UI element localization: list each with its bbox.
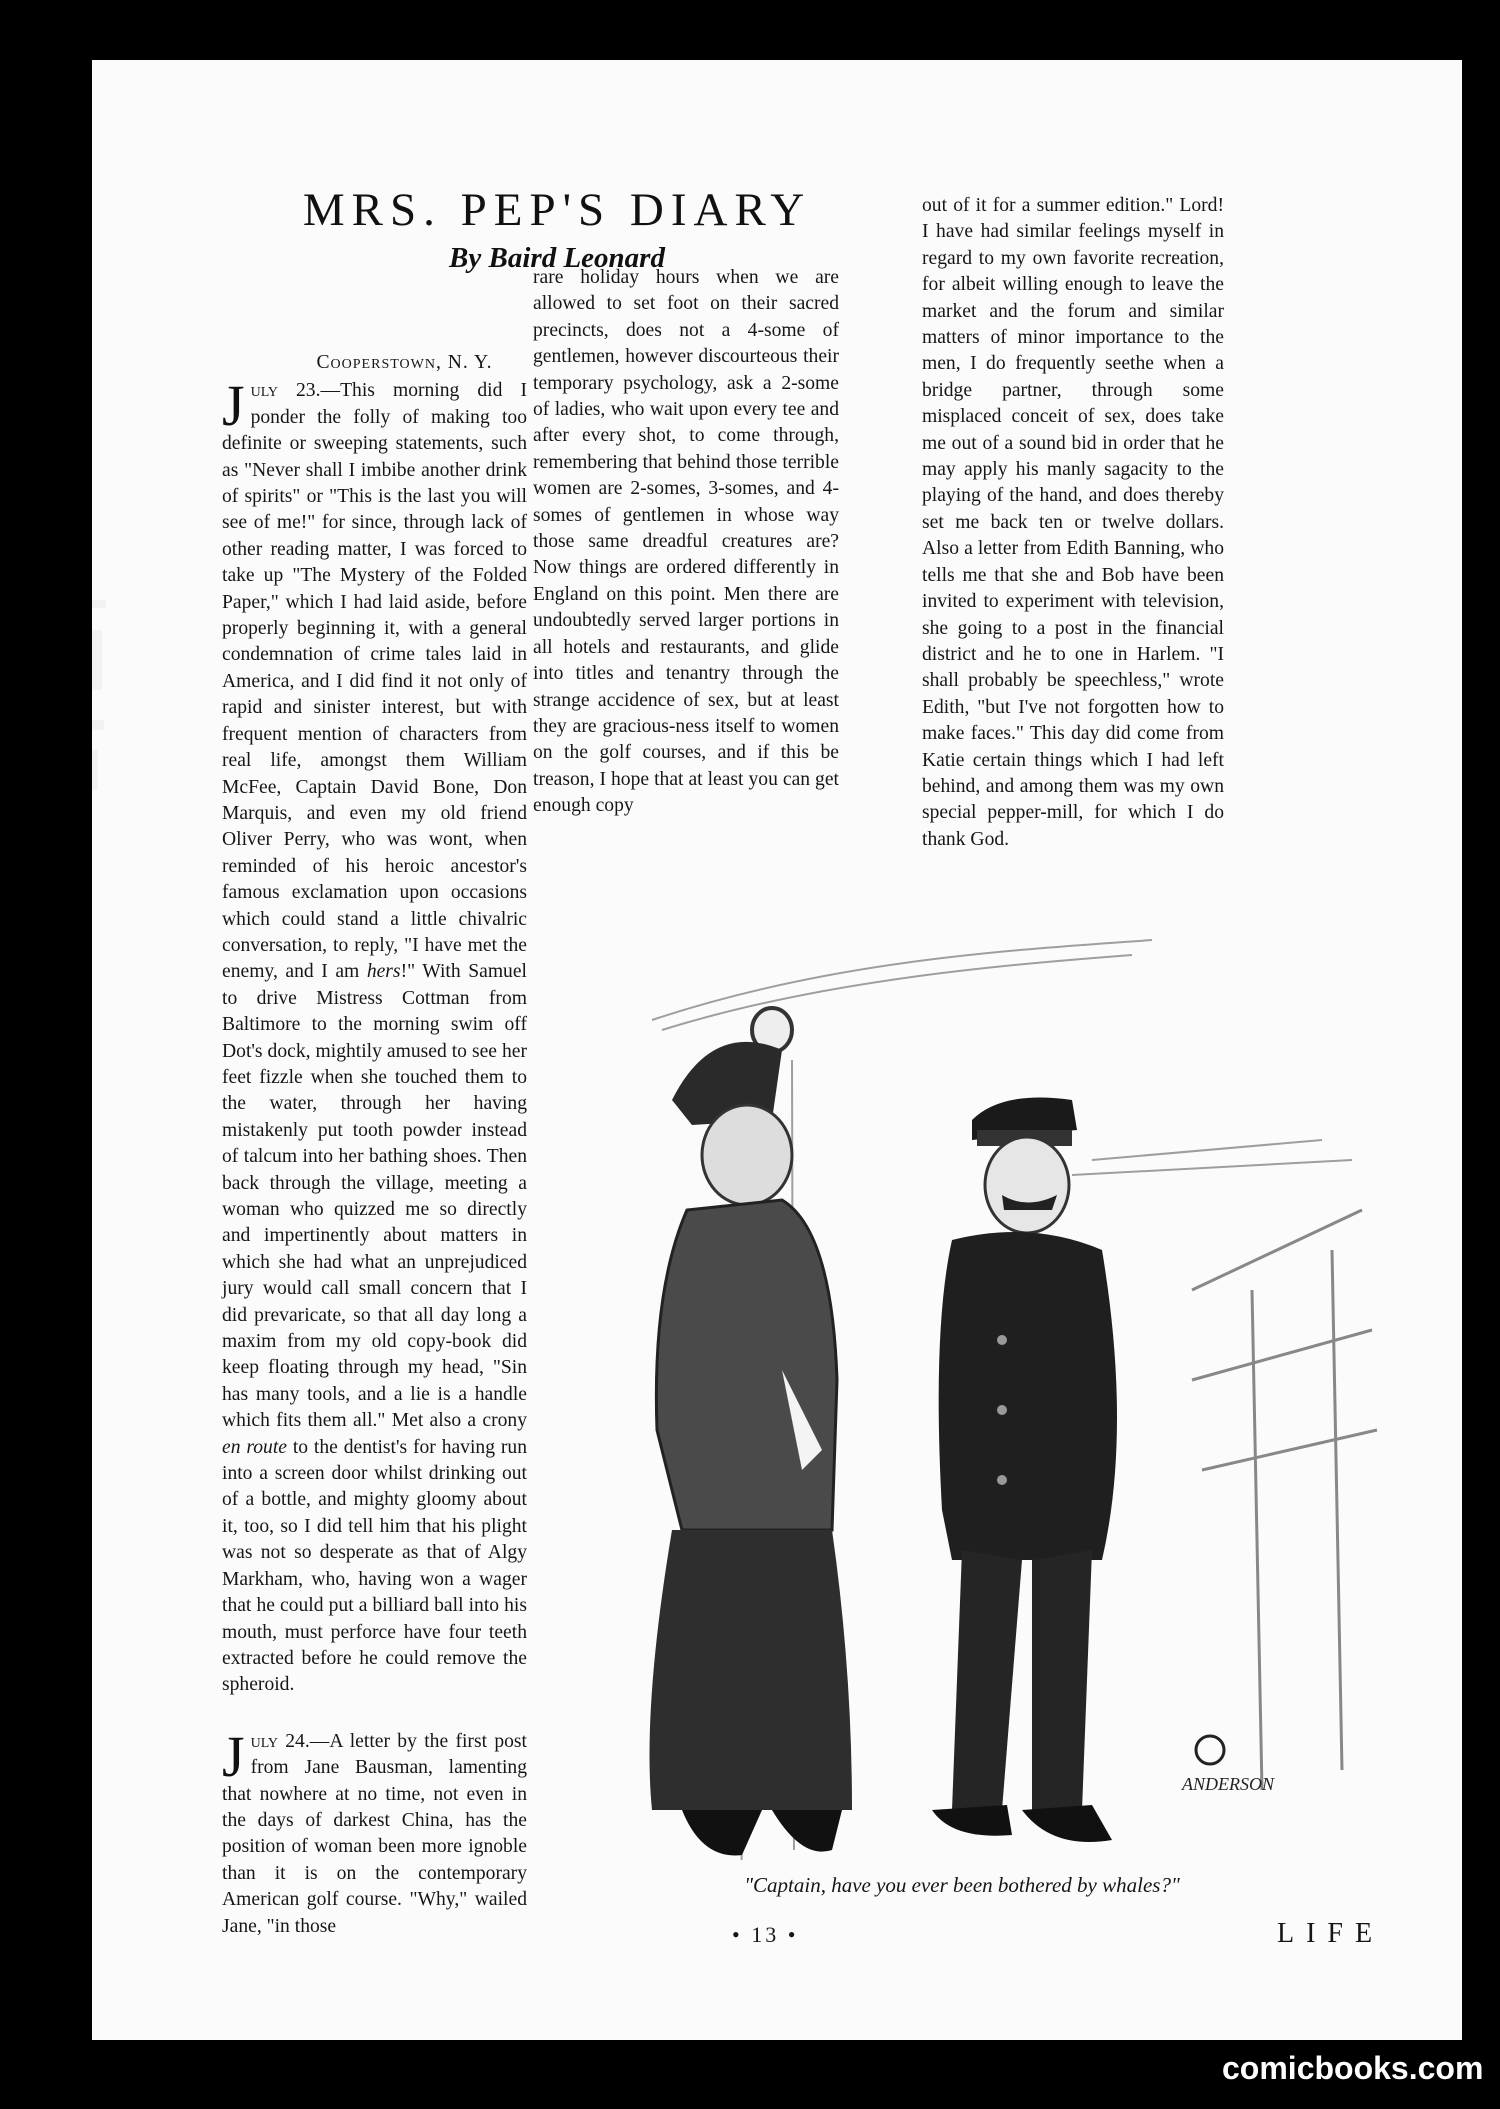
woman-figure [650, 1008, 853, 1855]
dateline: Cooperstown, N. Y. [316, 352, 493, 373]
article-byline: By Baird Leonard [449, 242, 665, 274]
entry-italic: en route [222, 1436, 287, 1458]
magazine-name: LIFE [1277, 1918, 1385, 1949]
entry-text: !" With Samuel to drive Mistress Cottman from Baltimore to the morning swim off Dot's dock, mightily amused to see her feet fizzle when she touched them to the water, through her having mistakenly put tooth powder instead of talcum into her bathing shoes. Then back through the village, meeting a woman who quizzed me so directly and impertinently about matters in which she had what an unprejudiced jury would call small concern that I did prevaricate, so that all day long a maxim from my old copy-book did keep floating through my head, "Sin has many tools, and a lie is a handle which fits them all." Met also a crony [222, 961, 527, 1432]
entry-continuation: out of it for a summer edition." Lord! I have had similar feelings myself in regard to my own favorite recreation, for albeit willing enough to leave the market and the forum and similar matters of minor importance to the men, I do frequently seethe when a bridge partner, through some misplaced conceit of sex, does take me out of a sound bid in order that he may apply his manly sagacity to the playing of the hand, and does thereby set me back ten or twelve dollars. Also a letter from Edith Banning, who tells me that she and Bob have been invited to experiment with television, she going to a post in the financial district and he to one in Harlem. "I shall probably be speechless," wrote Edith, "but I've not forgotten how to make faces." This day did come from Katie certain things which I had left behind, and among them was my own special pepper-mill, for which I do thank God. [922, 195, 1224, 850]
magazine-page [92, 60, 1462, 2040]
entry-text: —A letter by the first post from Jane Bausman, lamenting that nowhere at no time, not even in the days of darkest China, has the position of woman been more ignoble than it is on the contemporary American golf course. "Why," wailed Jane, "in those [222, 1730, 527, 1937]
entry-continuation: rare holiday hours when we are allowed to set foot on their sacred precincts, does not a 4-some of gentlemen, however discourteous their temporary psychology, ask a 2-some of ladies, who wait upon every tee and after every shot, to come through, remembering that behind those terrible women are 2-somes, 3-somes, and 4-somes of gentlemen in whose way those same dreadful creatures are? Now things are ordered differently in England on this point. Men there are undoubtedly served larger portions in all hotels and restaurants, and glide into titles and tenantry through the strange accidence of sex, but at least they are gracious-ness itself to women on the golf courses, and if this be treason, I hope that at least you can get enough copy [533, 267, 839, 817]
entry-text: to the dentist's for having run into a screen door whilst drinking out of a bottle, and mighty gloomy about it, too, so I did tell him that his plight was not so desperate as that of Algy Markham, who, having won a wager that he could put a billiard ball into his mouth, must perforce have four teeth extracted before he could remove the spheroid. [222, 1436, 527, 1696]
cartoon-illustration [532, 910, 1392, 1860]
deck-railing [1192, 1210, 1377, 1790]
text-column-1 [222, 350, 527, 1940]
signature-text: ANDERSON [1182, 1774, 1274, 1794]
drop-cap: J [222, 1723, 245, 1789]
entry-italic: hers [366, 961, 401, 983]
drop-cap: J [222, 373, 245, 439]
entry-date: uly 24. [250, 1730, 310, 1752]
page-number: • 13 • [732, 1922, 799, 1947]
article-title: MRS. PEP'S DIARY [302, 184, 812, 236]
diary-entry-july-24 [222, 1723, 527, 1940]
entry-text: —This morning did I ponder the folly of making too definite or sweeping statements, such as "Never shall I imbibe another drink of spirits" or "This is the last you will see of me!" for since, through lack of other reading matter, I was forced to take up "The Mystery of the Folded Paper," which I had laid aside, before properly beginning it, with a general condemnation of crime tales laid in America, and I did find it not only of rapid and sinister interest, but with frequent mention of characters from real life, amongst them William McFee, Captain David Bone, Don Marquis, and even my old friend Oliver Perry, who was wont, when reminded of his heroic ancestor's famous exclamation upon occasions which could stand a little chivalric conversation, to reply, "I have met the enemy, and I am [222, 380, 527, 983]
facing-page-edge [92, 600, 108, 800]
text-column-2 [533, 265, 839, 820]
captain-figure [932, 1098, 1117, 1843]
text-column-3 [922, 193, 1224, 853]
watermark: comicbooks.com [1222, 2050, 1484, 2086]
entry-date: uly 23. [250, 380, 321, 402]
diary-entry-july-23 [222, 373, 527, 1698]
cartoon-caption: "Captain, have you ever been bothered by whales?" [744, 1873, 1180, 1897]
